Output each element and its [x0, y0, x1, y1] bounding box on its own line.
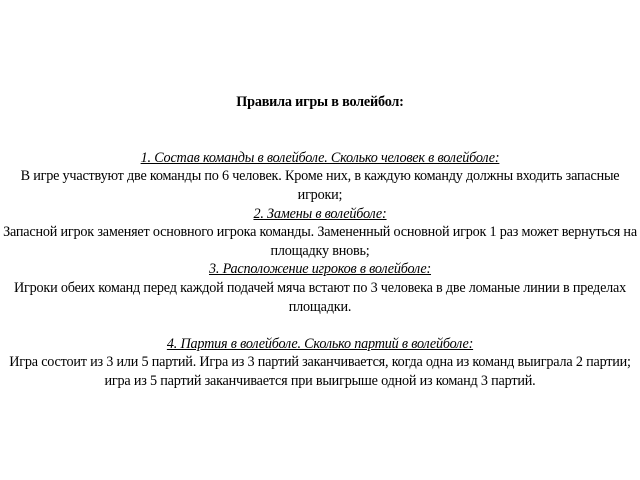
document-title: Правила игры в волейбол:: [236, 94, 404, 110]
section-heading-player-positions: 3. Расположение игроков в волейболе:: [208, 261, 432, 278]
section-heading-substitutions: 2. Замены в волейболе:: [253, 205, 387, 222]
section-text-substitutions: Запасной игрок заменяет основного игрока команды. Замененный основной игрок 1 раз может вернуться на площадку вновь;: [3, 224, 637, 259]
section-heading-team-composition: 1. Состав команды в волейболе. Сколько человек в волейболе:: [140, 149, 500, 166]
section-heading-sets: 4. Партия в волейболе. Сколько партий в волейболе:: [166, 335, 474, 352]
section-text-sets: Игра состоит из 3 или 5 партий. Игра из 3 партий заканчивается, когда одна из команд выиграла 2 партии; игра из 5 партий заканчивается при выигрыше одной из команд 3 партий.: [9, 354, 631, 389]
section-text-player-positions: Игроки обеих команд перед каждой подачей мяча встают по 3 человека в две ломаные линии в пределах площадки.: [13, 279, 627, 315]
spacer: [0, 112, 640, 131]
section-text-team-composition: В игре участвуют две команды по 6 человек. Кроме них, в каждую команду должны входить запасные игроки;: [20, 168, 620, 203]
rules-text-block: [0, 93, 640, 391]
spacer: [0, 316, 640, 335]
spacer: [0, 130, 640, 149]
